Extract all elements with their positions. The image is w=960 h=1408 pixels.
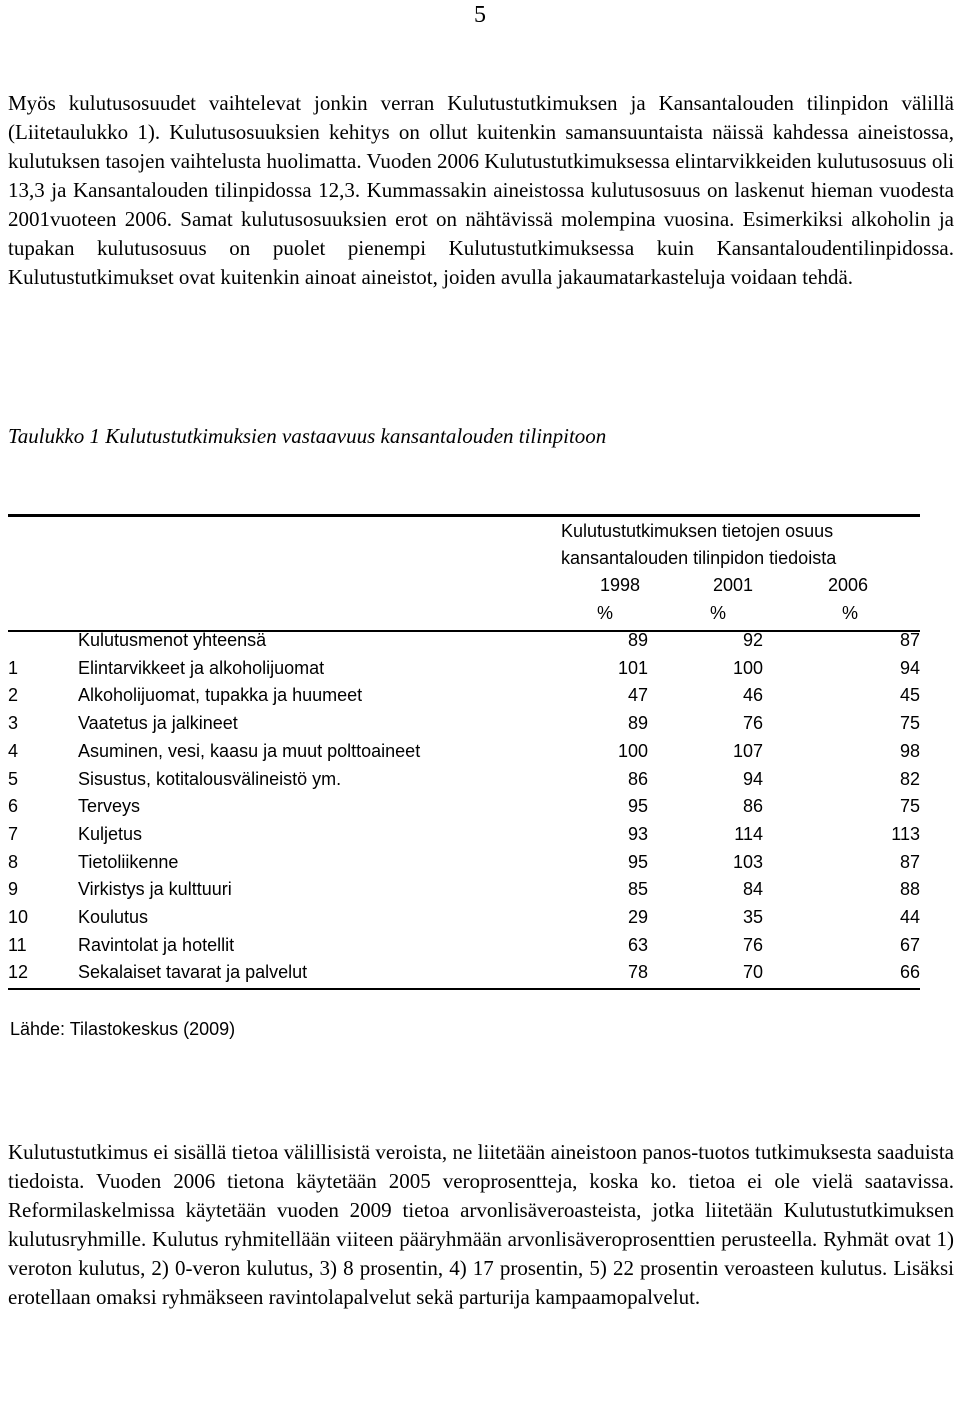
table-header-line-1: Kulutustutkimuksen tietojen osuus — [561, 521, 834, 541]
row-label: Virkistys ja kulttuuri — [78, 879, 232, 900]
value-2001: 76 — [742, 934, 763, 955]
column-year-2006: 2006 — [827, 575, 869, 595]
value-1998: 63 — [627, 934, 648, 955]
value-1998: 86 — [627, 768, 648, 789]
row-number: 9 — [8, 879, 19, 900]
value-2001: 103 — [732, 851, 763, 872]
source-note: Lähde: Tilastokeskus (2009) — [10, 1019, 236, 1039]
row-number: 4 — [8, 740, 19, 761]
value-2006: 94 — [899, 657, 920, 678]
table-row — [8, 766, 920, 794]
row-label: Kuljetus — [78, 823, 143, 844]
value-2006: 44 — [899, 907, 920, 928]
value-2006: 98 — [899, 740, 920, 761]
row-label: Alkoholijuomat, tupakka ja huumeet — [78, 685, 363, 706]
value-2001: 86 — [742, 796, 763, 817]
row-number: 8 — [8, 851, 19, 872]
table-row — [8, 849, 920, 877]
row-number: 3 — [8, 713, 19, 734]
row-number — [8, 627, 78, 655]
row-number: 2 — [8, 685, 19, 706]
row-number: 5 — [8, 768, 19, 789]
value-2006: 67 — [899, 934, 920, 955]
value-1998: 93 — [627, 823, 648, 844]
column-unit-1998: % — [596, 603, 613, 623]
value-2001: 92 — [742, 630, 763, 650]
value-2006: 66 — [899, 962, 920, 983]
value-1998: 47 — [627, 685, 648, 706]
column-year-1998: 1998 — [599, 575, 641, 595]
value-2001: 107 — [732, 740, 763, 761]
row-label: Sisustus, kotitalousvälineistö ym. — [78, 768, 342, 789]
table-row — [8, 793, 920, 821]
table-bottom-rule — [8, 988, 920, 990]
table-row — [8, 959, 920, 987]
row-number: 10 — [8, 907, 29, 928]
row-label: Terveys — [78, 796, 141, 817]
row-label: Sekalaiset tavarat ja palvelut — [78, 962, 308, 983]
value-2001: 35 — [742, 907, 763, 928]
value-2006: 82 — [899, 768, 920, 789]
table-row — [8, 821, 920, 849]
column-unit-2001: % — [709, 603, 726, 623]
value-1998: 95 — [627, 851, 648, 872]
table-header-line-2: kansantalouden tilinpidon tiedoista — [561, 548, 837, 568]
table-caption: Taulukko 1 Kulutustutkimuksien vastaavuus kansantalouden tilinpitoon — [8, 424, 607, 448]
value-2001: 46 — [742, 685, 763, 706]
value-2001: 114 — [734, 823, 763, 844]
row-label: Ravintolat ja hotellit — [78, 934, 235, 955]
table-row — [8, 627, 920, 655]
value-1998: 95 — [627, 796, 648, 817]
page-number: 5 — [474, 2, 486, 28]
table-row — [8, 904, 920, 932]
value-2006: 88 — [899, 879, 920, 900]
table-row — [8, 655, 920, 683]
value-1998: 100 — [617, 740, 648, 761]
table-row — [8, 738, 920, 766]
value-1998: 85 — [627, 879, 648, 900]
row-number: 7 — [8, 823, 19, 844]
row-label: Asuminen, vesi, kaasu ja muut polttoaineet — [78, 740, 421, 761]
value-2001: 70 — [742, 962, 763, 983]
row-label: Vaatetus ja jalkineet — [78, 713, 238, 734]
row-label: Koulutus — [78, 907, 149, 928]
table-top-rule — [8, 514, 920, 517]
value-1998: 78 — [627, 962, 648, 983]
value-2001: 94 — [742, 768, 763, 789]
table-row — [8, 876, 920, 904]
body-paragraph-2: Kulutustutkimus ei sisällä tietoa välillisistä veroista, ne liitetään aineistoon panos-tuotos tutkimuksesta saaduista tiedoista. Vuoden 2006 tietona käytetään 2005 veroprosentteja, koska ko. tietoa ei ole vielä saatavissa. Reformilaskelmissa käytetään vuoden 2009 tietoa arvonlisäveroasteista, jotka liitetään Kulutustutkimuksen kulutusryhmille. Kulutus ryhmitellään viiteen pääryhmään arvonlisäveroprosenttien perusteella. Ryhmät ovat 1) veroton kulutus, 2) 0-veron kulutus, 3) 8 prosentin, 4) 17 prosentin, 5) 22 prosentin veroasteen kulutus. Lisäksi erotellaan omaksi ryhmäkseen ravintolapalvelut sekä parturija kampaamopalvelut. — [8, 1140, 954, 1309]
row-label: Tietoliikenne — [78, 851, 179, 872]
value-1998: 29 — [627, 907, 648, 928]
value-2006: 87 — [899, 630, 920, 650]
row-number: 12 — [8, 962, 29, 983]
column-unit-2006: % — [841, 603, 858, 623]
value-1998: 89 — [627, 630, 648, 650]
row-number: 11 — [8, 934, 27, 955]
row-label: Elintarvikkeet ja alkoholijuomat — [78, 657, 325, 678]
column-year-2001: 2001 — [712, 575, 754, 595]
value-2001: 84 — [742, 879, 763, 900]
value-2006: 87 — [899, 851, 920, 872]
value-2006: 75 — [899, 713, 920, 734]
body-paragraph-1: Myös kulutusosuudet vaihtelevat jonkin verran Kulutustutkimuksen ja Kansantalouden tilinpidon välillä (Liitetaulukko 1). Kulutusosuuksien kehitys on ollut kuitenkin samansuuntaista näissä kahdessa aineistossa, kulutuksen tasojen vaihtelusta huolimatta. Vuoden 2006 Kulutustutkimuksessa elintarvikkeiden kulutusosuus oli 13,3 ja Kansantalouden tilinpidossa 12,3. Kummassakin aineistossa kulutusosuus on laskenut hieman vuodesta 2001vuoteen 2006. Samat kulutusosuuksien erot on nähtävissä molempina vuosina. Esimerkiksi alkoholin ja tupakan kulutusosuus on puolet pienempi Kulutustutkimuksessa kuin Kansantaloudentilinpidossa. Kulutustutkimukset ovat kuitenkin ainoat aineistot, joiden avulla jakaumatarkasteluja voidaan tehdä. — [8, 91, 954, 289]
value-1998: 89 — [627, 713, 648, 734]
row-number: 1 — [8, 657, 19, 678]
table-row — [8, 932, 920, 960]
value-2006: 75 — [899, 796, 920, 817]
table-row — [8, 682, 920, 710]
value-1998: 101 — [617, 657, 648, 678]
row-label: Kulutusmenot yhteensä — [78, 630, 267, 650]
table-row — [8, 710, 920, 738]
value-2001: 76 — [742, 713, 763, 734]
value-2006: 113 — [891, 823, 920, 844]
value-2006: 45 — [899, 685, 920, 706]
table-body — [8, 627, 920, 987]
value-2001: 100 — [732, 657, 763, 678]
row-number: 6 — [8, 796, 19, 817]
